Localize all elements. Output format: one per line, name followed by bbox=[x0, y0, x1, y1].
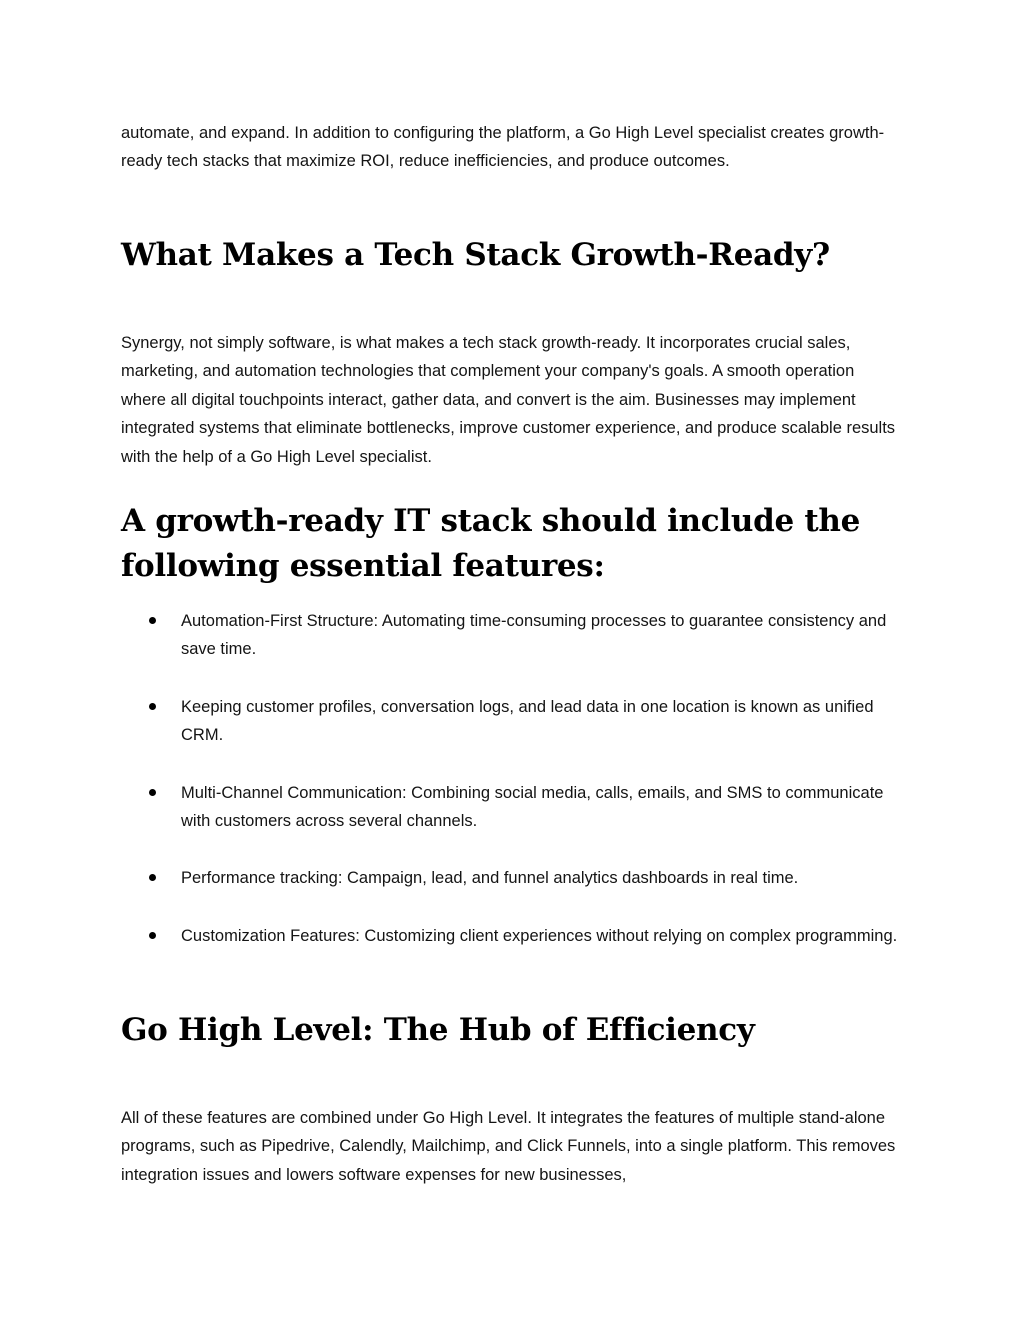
list-item-text: Multi-Channel Communication: Combining social media, calls, emails, and SMS to communicate with customers across several channels. bbox=[181, 783, 884, 831]
section-paragraph-go-high-level: All of these features are combined under Go High Level. It integrates the features of multiple stand-alone programs, such as Pipedrive, Calendly, Mailchimp, and Click Funnels, into a single platform. This removes integration issues and lowers software expenses for new businesses, bbox=[121, 1109, 896, 1184]
section-heading-essential-features: A growth-ready IT stack should include the following essential features: bbox=[121, 503, 861, 584]
bullet-icon bbox=[149, 617, 156, 624]
bullet-icon bbox=[149, 789, 156, 796]
bullet-icon bbox=[149, 932, 156, 939]
section-heading-hub-of-efficiency: Go High Level: The Hub of Efficiency bbox=[121, 1012, 755, 1048]
list-item-text: Automation-First Structure: Automating time-consuming processes to guarantee consistency and save time. bbox=[181, 612, 887, 659]
intro-paragraph: automate, and expand. In addition to configuring the platform, a Go High Level specialist creates growth-ready tech stacks that maximize ROI, reduce inefficiencies, and produce outcomes. bbox=[121, 124, 885, 171]
list-item bbox=[121, 607, 901, 664]
feature-list bbox=[121, 607, 901, 979]
list-item-text: Keeping customer profiles, conversation logs, and lead data in one location is known as unified CRM. bbox=[181, 697, 874, 745]
section-paragraph-synergy: Synergy, not simply software, is what makes a tech stack growth-ready. It incorporates crucial sales, marketing, and automation technologies that complement your company's goals. A smooth operation where all digital touchpoints interact, gather data, and convert is the aim. Businesses may implement integrated systems that eliminate bottlenecks, improve customer experience, and produce scalable results with the help of a Go High Level specialist. bbox=[121, 334, 896, 466]
bullet-icon bbox=[149, 703, 156, 710]
bullet-icon bbox=[149, 874, 156, 881]
list-item bbox=[121, 779, 901, 836]
list-item bbox=[121, 922, 901, 950]
list-item-text: Performance tracking: Campaign, lead, and funnel analytics dashboards in real time. bbox=[181, 869, 799, 888]
list-item-text: Customization Features: Customizing client experiences without relying on complex programming. bbox=[181, 926, 898, 945]
list-item bbox=[121, 864, 901, 892]
section-heading-growth-ready: What Makes a Tech Stack Growth-Ready? bbox=[121, 237, 830, 273]
list-item bbox=[121, 693, 901, 750]
